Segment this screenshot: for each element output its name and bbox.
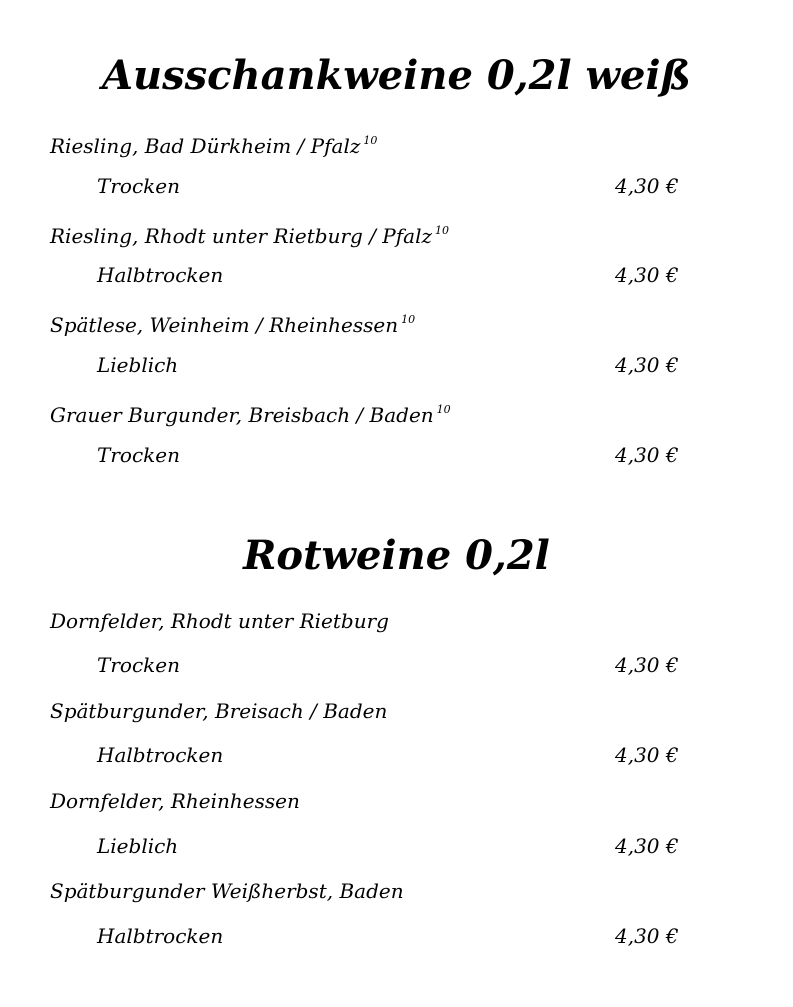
wine-style: Lieblich [97, 834, 179, 858]
wine-price: 4,30 € [615, 924, 679, 948]
wine-style: Trocken [97, 443, 180, 467]
wine-name: Spätburgunder Weißherbst, Baden [50, 879, 404, 903]
wine-style: Trocken [97, 653, 180, 677]
wine-detail-row [0, 440, 793, 470]
wine-detail-row [0, 831, 793, 861]
wine-footnote: 10 [401, 313, 416, 326]
wine-detail-row [0, 650, 793, 680]
section-title-white-wines: Ausschankweine 0,2l weiß [101, 52, 692, 99]
section-title-red-wines: Rotweine 0,2l [243, 532, 550, 579]
wine-detail-row [0, 740, 793, 770]
wine-style: Trocken [97, 174, 180, 198]
wine-style: Lieblich [97, 353, 179, 377]
wine-price: 4,30 € [615, 653, 679, 677]
wine-name-row [0, 876, 793, 906]
wine-footnote: 10 [435, 224, 450, 237]
wine-name-row [0, 606, 793, 636]
wine-detail-row [0, 171, 793, 201]
wine-name: Spätlese, Weinheim / Rheinhessen $^{10}$ [50, 313, 416, 337]
wine-price: 4,30 € [615, 174, 679, 198]
wine-price: 4,30 € [615, 263, 679, 287]
wine-name: Grauer Burgunder, Breisbach / Baden $^{10}$ [50, 403, 451, 427]
wine-footnote: 10 [363, 134, 378, 147]
wine-name-row [0, 305, 793, 335]
wine-price: 4,30 € [615, 743, 679, 767]
wine-price: 4,30 € [615, 443, 679, 467]
wine-detail-row [0, 260, 793, 290]
wine-name-row [0, 395, 793, 425]
wine-name-row [0, 126, 793, 156]
wine-name-row [0, 216, 793, 246]
wine-name: Dornfelder, Rhodt unter Rietburg [50, 609, 389, 633]
wine-name: Spätburgunder, Breisach / Baden [50, 699, 388, 723]
wine-price: 4,30 € [615, 353, 679, 377]
wine-style: Halbtrocken [97, 743, 224, 767]
wine-detail-row [0, 921, 793, 951]
wine-style: Halbtrocken [97, 924, 224, 948]
wine-style: Halbtrocken [97, 263, 224, 287]
wine-footnote: 10 [436, 403, 451, 416]
wine-name: Dornfelder, Rheinhessen [50, 789, 300, 813]
wine-name: Riesling, Rhodt unter Rietburg / Pfalz $^{10}$ [50, 224, 450, 248]
wine-price: 4,30 € [615, 834, 679, 858]
wine-name-row [0, 786, 793, 816]
wine-name-row [0, 696, 793, 726]
wine-detail-row [0, 350, 793, 380]
wine-name: Riesling, Bad Dürkheim / Pfalz $^{10}$ [50, 134, 378, 158]
